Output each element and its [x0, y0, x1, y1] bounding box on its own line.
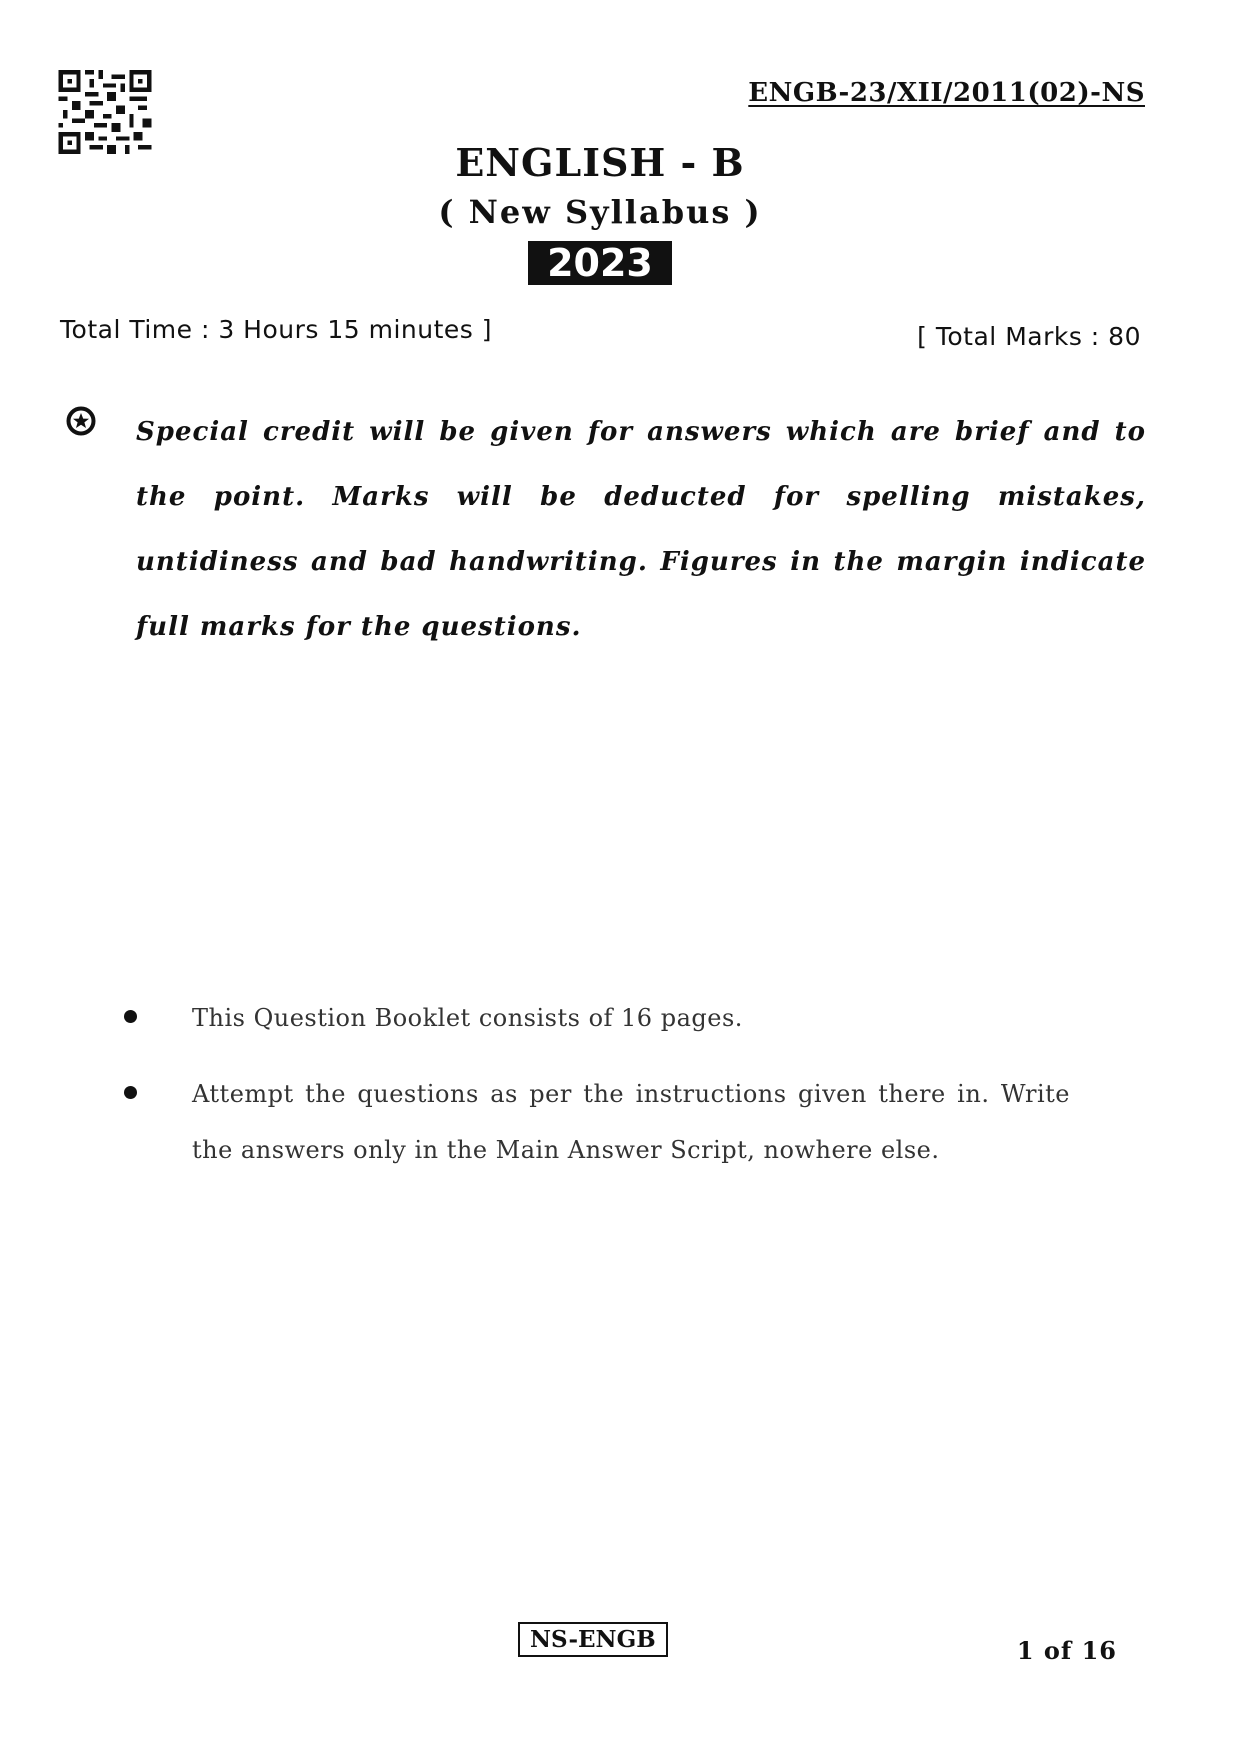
booklet-notes	[120, 990, 1070, 1198]
bullet-icon	[124, 1010, 137, 1023]
bullet-text: Attempt the questions as per the instructions given there in. Write the answers only in the Main Answer Script, nowhere else.	[192, 1080, 1070, 1164]
list-item	[120, 1066, 1070, 1178]
general-instructions: Special credit will be given for answers which are brief and to the point. Marks will be deducted for spelling mistakes, untidiness and bad handwriting. Figures in the margin indicate full marks for the questions.	[136, 417, 1146, 642]
year-badge: 2023	[528, 241, 672, 285]
footer-code: NS-ENGB	[518, 1622, 668, 1657]
list-item	[120, 990, 1070, 1046]
page-number: 1 of 16	[1016, 1636, 1117, 1665]
total-marks: [ Total Marks : 80	[917, 322, 1141, 351]
document-code: ENGB-23/XII/2011(02)-NS	[748, 78, 1145, 108]
subject-title: ENGLISH - B	[455, 140, 745, 185]
total-time: Total Time : 3 Hours 15 minutes ]	[60, 315, 493, 344]
bullet-text: This Question Booklet consists of 16 pages.	[192, 1004, 743, 1032]
bullet-icon	[124, 1086, 137, 1099]
star-icon	[66, 406, 96, 436]
syllabus-subtitle: ( New Syllabus )	[438, 193, 762, 231]
